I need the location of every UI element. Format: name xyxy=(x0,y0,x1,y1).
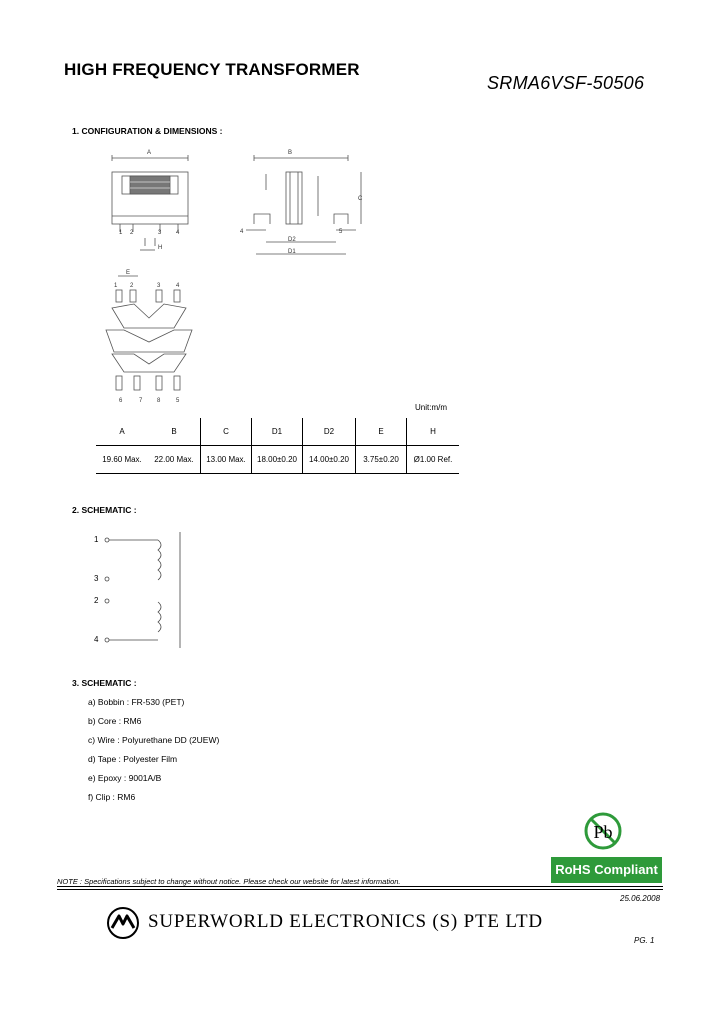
side-pin-5: 5 xyxy=(339,229,343,235)
lead-free-icon xyxy=(583,811,623,851)
footprint-pin-7: 7 xyxy=(139,398,143,404)
table-value-h: Ø1.00 Ref. xyxy=(407,446,460,474)
table-row xyxy=(96,446,459,474)
schematic-diagram xyxy=(100,530,190,650)
material-core: b) Core : RM6 xyxy=(88,716,142,726)
front-pin-1: 1 xyxy=(119,230,123,236)
schematic-pin-2: 2 xyxy=(94,596,99,605)
footer-divider-double xyxy=(57,889,663,890)
part-number: SRMA6VSF-50506 xyxy=(487,73,645,93)
page-number: PG. 1 xyxy=(634,936,655,945)
table-value-c: 13.00 Max. xyxy=(201,446,252,474)
schematic-pin-3: 3 xyxy=(94,574,99,583)
table-header-e: E xyxy=(356,418,407,446)
section-configuration-heading: 1. CONFIGURATION & DIMENSIONS : xyxy=(72,126,223,136)
section-schematic-heading: 2. SCHEMATIC : xyxy=(72,505,137,515)
table-value-a: 19.60 Max. xyxy=(96,446,148,474)
table-header-d2: D2 xyxy=(303,418,356,446)
table-header-a: A xyxy=(96,418,148,446)
schematic-pin-1: 1 xyxy=(94,535,99,544)
table-header-row xyxy=(96,418,459,446)
section-materials-heading: 3. SCHEMATIC : xyxy=(72,678,137,688)
front-pin-2: 2 xyxy=(130,230,134,236)
front-pin-3: 3 xyxy=(158,230,162,236)
footprint-pin-3: 3 xyxy=(157,283,161,289)
dimension-label-a: A xyxy=(147,150,152,156)
table-value-d1: 18.00±0.20 xyxy=(252,446,303,474)
table-value-e: 3.75±0.20 xyxy=(356,446,407,474)
dimension-label-h: H xyxy=(158,245,163,251)
footprint-view-drawing xyxy=(104,268,194,398)
dimension-label-d1: D1 xyxy=(288,249,296,255)
footprint-pin-8: 8 xyxy=(157,398,161,404)
material-tape: d) Tape : Polyester Film xyxy=(88,754,178,764)
document-date: 25.06.2008 xyxy=(620,894,661,903)
side-view-drawing xyxy=(236,146,366,258)
dimension-label-d2: D2 xyxy=(288,237,296,243)
table-value-b: 22.00 Max. xyxy=(148,446,201,474)
front-pin-4: 4 xyxy=(176,230,180,236)
table-header-d1: D1 xyxy=(252,418,303,446)
table-header-h: H xyxy=(407,418,460,446)
footprint-pin-1: 1 xyxy=(114,283,118,289)
rohs-compliant-badge: RoHS Compliant xyxy=(551,857,662,883)
front-view-drawing xyxy=(100,146,200,258)
company-name: SUPERWORLD ELECTRONICS (S) PTE LTD xyxy=(148,911,543,932)
unit-label: Unit:m/m xyxy=(415,403,447,412)
schematic-pin-4: 4 xyxy=(94,635,99,644)
footprint-pin-2: 2 xyxy=(130,283,134,289)
pb-label: Pb xyxy=(593,822,613,842)
material-bobbin: a) Bobbin : FR-530 (PET) xyxy=(88,697,185,707)
dimension-label-e: E xyxy=(126,270,131,276)
material-epoxy: e) Epoxy : 9001A/B xyxy=(88,773,162,783)
footprint-pin-6: 6 xyxy=(119,398,123,404)
footer-divider xyxy=(57,886,663,887)
footer-note: NOTE : Specifications subject to change without notice. Please check our website for latest information. xyxy=(57,877,401,886)
table-header-b: B xyxy=(148,418,201,446)
dimension-label-c: C xyxy=(358,196,363,202)
company-logo-icon xyxy=(106,906,140,940)
table-value-d2: 14.00±0.20 xyxy=(303,446,356,474)
footprint-pin-5: 5 xyxy=(176,398,180,404)
dimension-label-b: B xyxy=(288,150,293,156)
dimensions-table xyxy=(96,418,459,474)
document-title: HIGH FREQUENCY TRANSFORMER xyxy=(64,60,360,79)
material-wire: c) Wire : Polyurethane DD (2UEW) xyxy=(88,735,220,745)
table-header-c: C xyxy=(201,418,252,446)
side-pin-4: 4 xyxy=(240,229,244,235)
footprint-pin-4: 4 xyxy=(176,283,180,289)
material-clip: f) Clip : RM6 xyxy=(88,792,136,802)
